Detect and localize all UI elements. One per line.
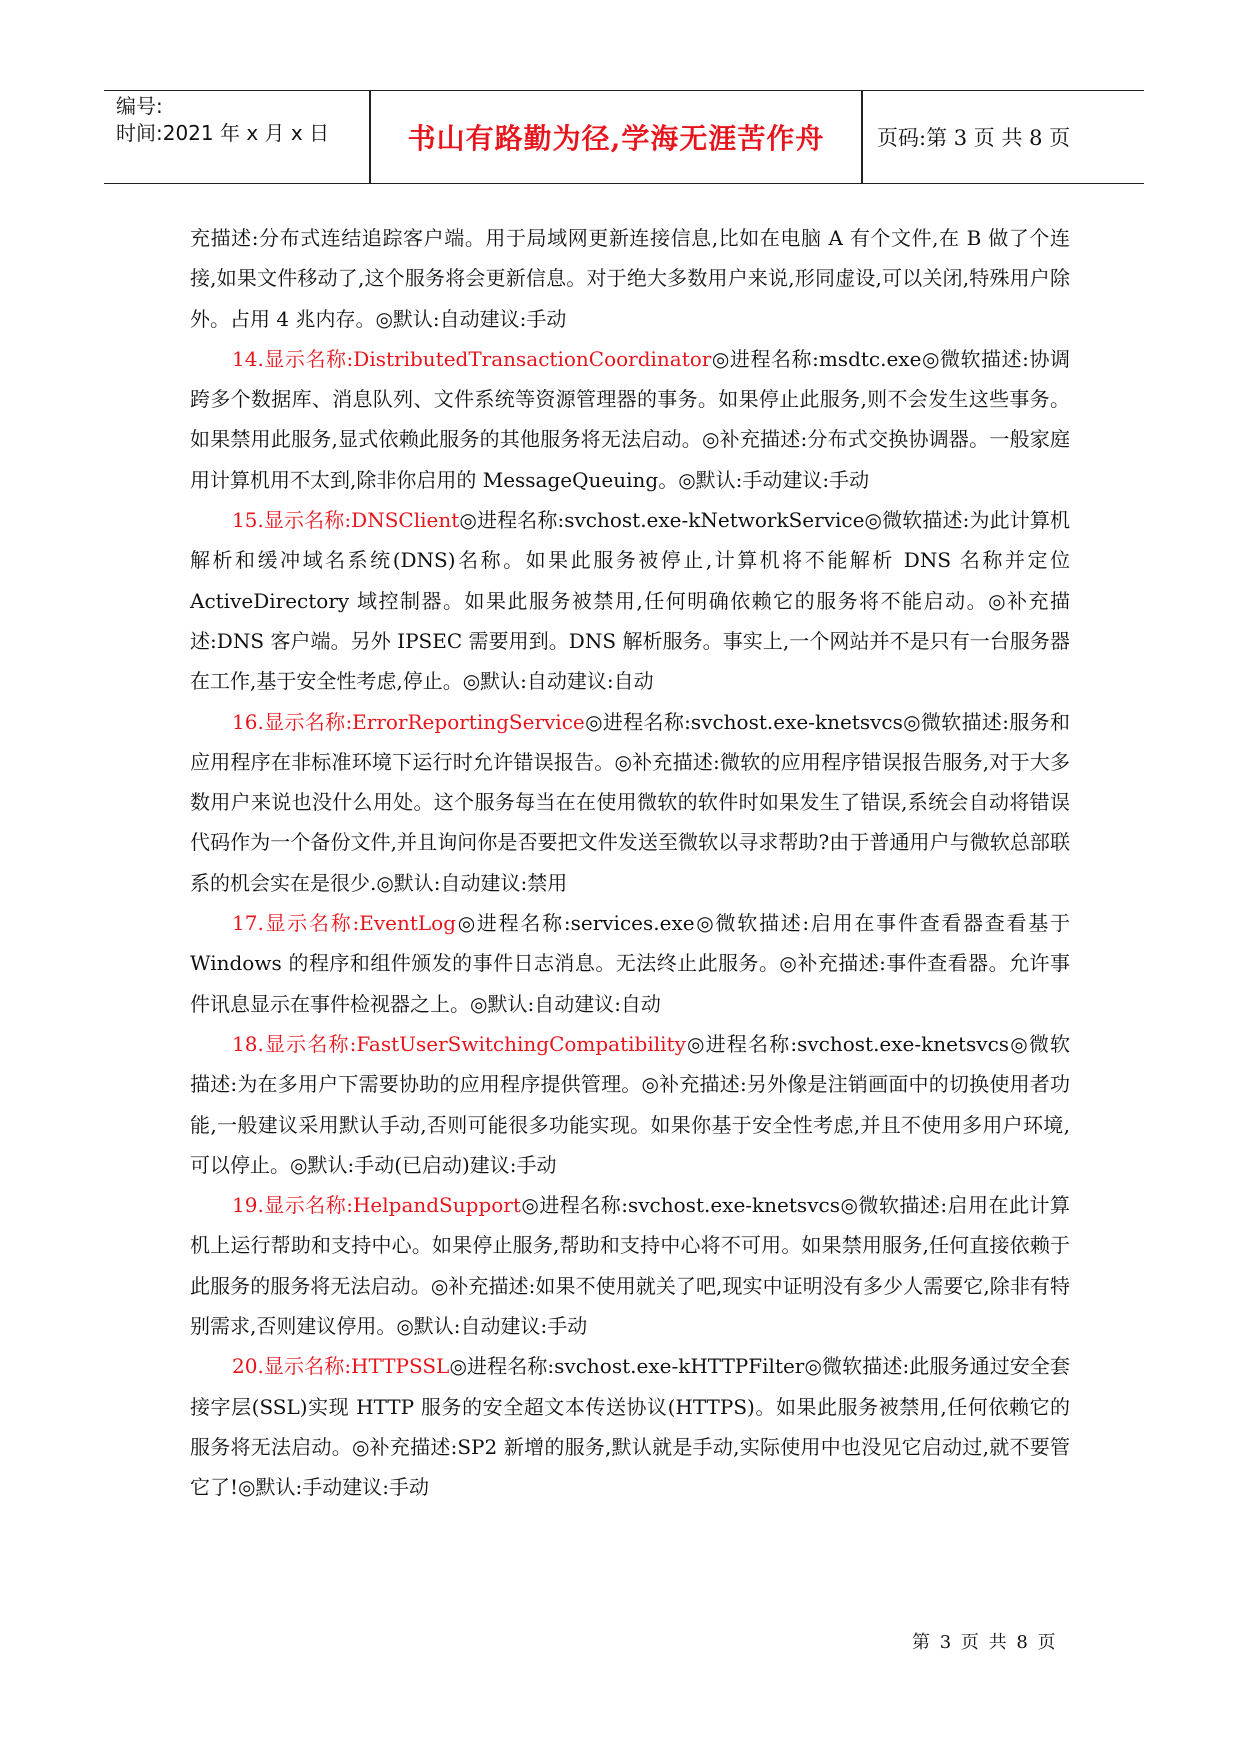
page-header bbox=[104, 90, 1144, 184]
service-text: ◎进程名称:svchost.exe-kHTTPFilter◎微软描述:此服务通过安全套接字层(SSL)实现 HTTP 服务的安全超文本传送协议(HTTPS)。如果此服务被禁用,任何依赖它的服务将无法启动。◎补充描述:SP2 新增的服务,默认就是手动,实际使用中也没见它启动过,就不要管它了!◎默认:手动建议:手动 bbox=[190, 1354, 1070, 1500]
service-entry-19 bbox=[190, 1185, 1070, 1346]
service-text: ◎进程名称:svchost.exe-knetsvcs◎微软描述:启用在此计算机上运行帮助和支持中心。如果停止服务,帮助和支持中心将不可用。如果禁用服务,任何直接依赖于此服务的服务将无法启动。◎补充描述:如果不使用就关了吧,现实中证明没有多少人需要它,除非有特别需求,否则建议停用。◎默认:自动建议:手动 bbox=[190, 1193, 1070, 1339]
service-entry-16 bbox=[190, 702, 1070, 903]
service-entry-14 bbox=[190, 339, 1070, 500]
service-text: ◎进程名称:svchost.exe-kNetworkService◎微软描述:为此计算机解析和缓冲域名系统(DNS)名称。如果此服务被停止,计算机将不能解析 DNS 名称并定位 ActiveDirectory 域控制器。如果此服务被禁用,任何明确依赖它的服务将不能启动。◎补充描述:DNS 客户端。另外 IPSEC 需要用到。DNS 解析服务。事实上,一个网站并不是只有一台服务器在工作,基于安全性考虑,停止。◎默认:自动建议:自动 bbox=[190, 508, 1070, 694]
service-text: ◎进程名称:msdtc.exe◎微软描述:协调跨多个数据库、消息队列、文件系统等资源管理器的事务。如果停止此服务,则不会发生这些事务。如果禁用此服务,显式依赖此服务的其他服务将无法启动。◎补充描述:分布式交换协调器。一般家庭用计算机用不太到,除非你启用的 MessageQueuing。◎默认:手动建议:手动 bbox=[190, 346, 1070, 492]
service-entry-15 bbox=[190, 500, 1070, 701]
service-text: ◎进程名称:services.exe◎微软描述:启用在事件查看器查看基于 Windows 的程序和组件颁发的事件日志消息。无法终止此服务。◎补充描述:事件查看器。允许事件讯息显示在事件检视器之上。◎默认:自动建议:自动 bbox=[190, 911, 1070, 1016]
service-heading: 18.显示名称:FastUserSwitchingCompatibility bbox=[232, 1031, 686, 1056]
service-text: ◎进程名称:svchost.exe-knetsvcs◎微软描述:服务和应用程序在非标准环境下运行时允许错误报告。◎补充描述:微软的应用程序错误报告服务,对于大多数用户来说也没什么用处。这个服务每当在在使用微软的软件时如果发生了错误,系统会自动将错误代码作为一个备份文件,并且询问你是否要把文件发送至微软以寻求帮助?由于普通用户与微软总部联系的机会实在是很少.◎默认:自动建议:禁用 bbox=[190, 709, 1070, 895]
header-page-label: 页码:第 3 页 共 8 页 bbox=[877, 126, 1071, 150]
document-body bbox=[190, 218, 1070, 1508]
service-heading: 19.显示名称:HelpandSupport bbox=[232, 1193, 521, 1218]
service-heading: 17.显示名称:EventLog bbox=[232, 911, 456, 936]
header-divider bbox=[861, 91, 863, 183]
service-heading: 16.显示名称:ErrorReportingService bbox=[232, 709, 585, 734]
service-entry-20 bbox=[190, 1346, 1070, 1507]
service-heading: 15.显示名称:DNSClient bbox=[232, 508, 460, 533]
serial-label: 编号: bbox=[116, 94, 163, 118]
intro-paragraph: 充描述:分布式连结追踪客户端。用于局域网更新连接信息,比如在电脑 A 有个文件,在 B 做了个连接,如果文件移动了,这个服务将会更新信息。对于绝大多数用户来说,形同虚设,可以关闭,特殊用户除外。占用 4 兆内存。◎默认:自动建议:手动 bbox=[190, 226, 1070, 331]
header-motto: 书山有路勤为径,学海无涯苦作舟 bbox=[407, 122, 825, 155]
service-heading: 20.显示名称:HTTPSSL bbox=[232, 1354, 450, 1379]
page-footer: 第 3 页 共 8 页 bbox=[912, 1632, 1058, 1653]
service-heading: 14.显示名称:DistributedTransactionCoordinator bbox=[232, 346, 712, 371]
service-text: ◎进程名称:svchost.exe-knetsvcs◎微软描述:为在多用户下需要协助的应用程序提供管理。◎补充描述:另外像是注销画面中的切换使用者功能,一般建议采用默认手动,否则可能很多功能实现。如果你基于安全性考虑,并且不使用多用户环境,可以停止。◎默认:手动(已启动)建议:手动 bbox=[190, 1031, 1070, 1177]
service-entry-18 bbox=[190, 1024, 1070, 1185]
header-meta bbox=[116, 91, 364, 183]
service-entry-17 bbox=[190, 903, 1070, 1024]
time-label: 时间:2021 年 x 月 x 日 bbox=[116, 121, 330, 145]
